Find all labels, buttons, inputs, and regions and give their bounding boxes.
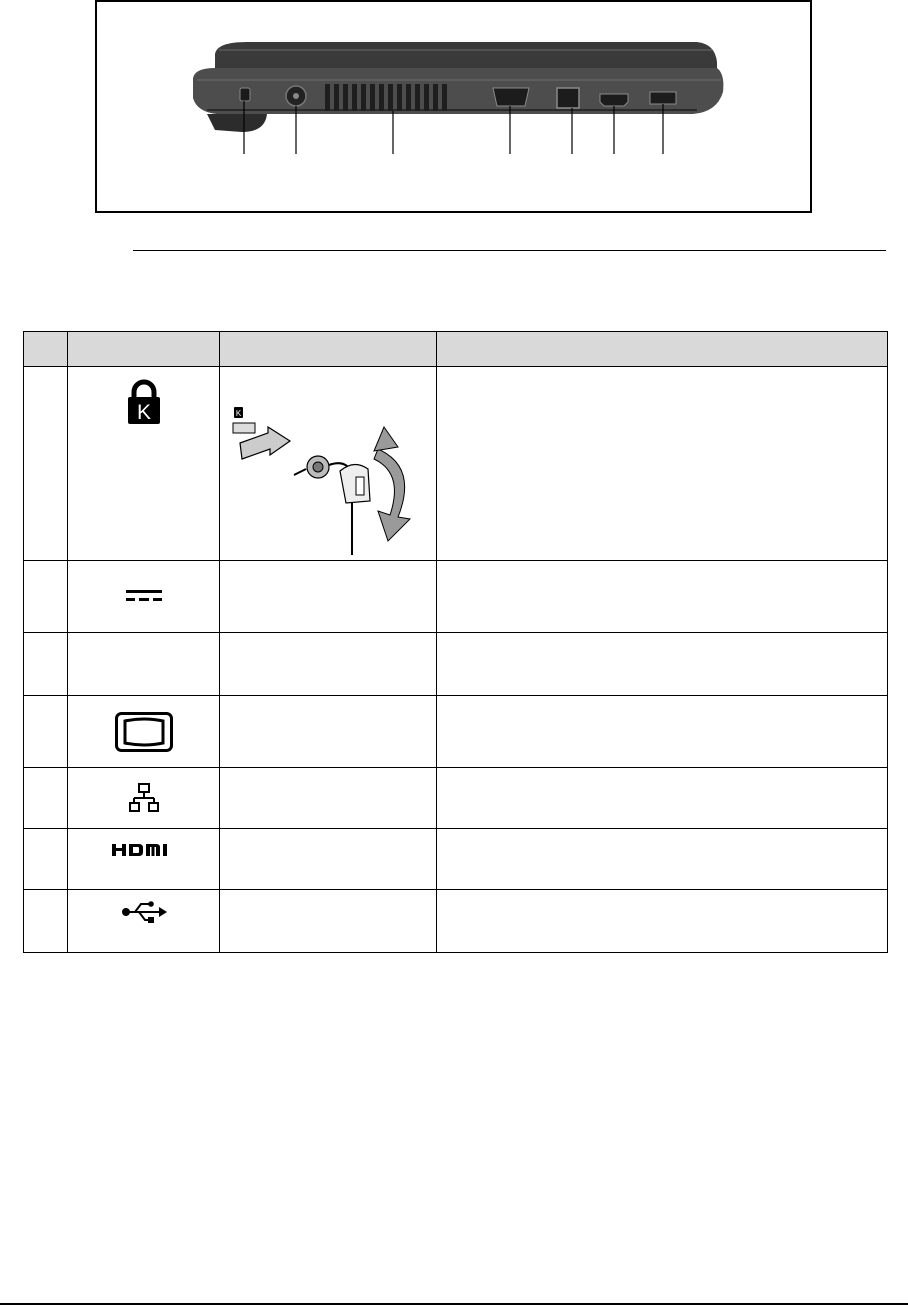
laptop-side-view-illustration	[97, 2, 814, 215]
dc-in-icon	[126, 590, 162, 602]
kensington-lock-icon	[126, 379, 162, 425]
row-number	[24, 633, 68, 696]
row-description	[437, 829, 888, 890]
row-number	[24, 768, 68, 829]
hdmi-icon	[112, 843, 176, 857]
empty-icon-cell	[68, 633, 220, 696]
row-number	[24, 829, 68, 890]
ethernet-network-icon	[129, 783, 159, 813]
row-item	[220, 829, 437, 890]
row-description	[437, 890, 888, 953]
row-item	[220, 768, 437, 829]
header-number	[24, 332, 68, 367]
row-number	[24, 890, 68, 953]
table-row	[24, 890, 888, 953]
row-description	[437, 367, 888, 561]
header-item	[220, 332, 437, 367]
row-item	[220, 890, 437, 953]
table-row	[24, 696, 888, 768]
row-item	[220, 561, 437, 633]
lock-diagram-cell	[220, 367, 437, 561]
section-rule	[133, 250, 886, 251]
row-description	[437, 768, 888, 829]
table-row	[24, 829, 888, 890]
row-description	[437, 633, 888, 696]
table-row	[24, 768, 888, 829]
footer-rule	[0, 1303, 908, 1305]
row-number	[24, 367, 68, 561]
table-row	[24, 633, 888, 696]
header-description	[437, 332, 888, 367]
usb-icon	[121, 900, 167, 924]
svg-text:K: K	[136, 401, 151, 424]
svg-text:K: K	[235, 409, 242, 418]
row-number	[24, 561, 68, 633]
row-item	[220, 696, 437, 768]
ports-table	[23, 331, 888, 953]
table-row	[24, 561, 888, 633]
table-header-row	[24, 332, 888, 367]
table-row	[24, 367, 888, 561]
header-icon	[68, 332, 220, 367]
row-number	[24, 696, 68, 768]
row-description	[437, 561, 888, 633]
security-lock-diagram	[228, 407, 428, 555]
laptop-side-view-figure	[95, 0, 812, 213]
row-description	[437, 696, 888, 768]
vga-monitor-icon	[115, 712, 173, 752]
row-item	[220, 633, 437, 696]
